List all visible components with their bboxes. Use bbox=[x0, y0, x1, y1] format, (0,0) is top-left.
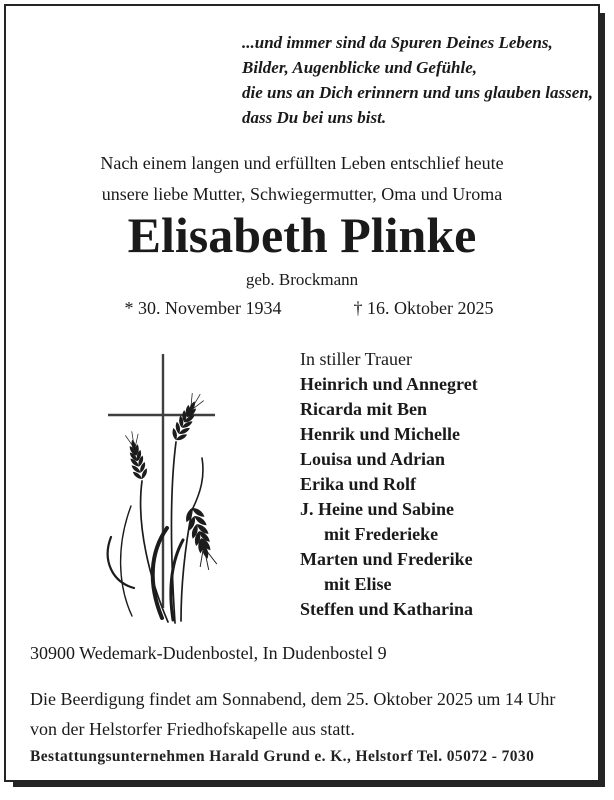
mourner-name: Henrik und Michelle bbox=[300, 424, 461, 444]
funeral-line-2: von der Helstorfer Friedhofskapelle aus statt. bbox=[30, 719, 355, 739]
mourner-name: J. Heine und Sabine bbox=[300, 499, 455, 519]
maiden-name: geb. Brockmann bbox=[245, 270, 359, 289]
mourners-block bbox=[300, 347, 478, 622]
death-date: † 16. Oktober 2025 bbox=[353, 298, 494, 318]
birth-date: * 30. November 1934 bbox=[124, 298, 282, 318]
undertaker-line: Bestattungsunternehmen Harald Grund e. K., Helstorf Tel. 05072 - 7030 bbox=[30, 748, 535, 765]
mourner-name: Heinrich und Annegret bbox=[300, 374, 478, 394]
intro-line-2: unsere liebe Mutter, Schwiegermutter, Oma und Uroma bbox=[101, 184, 503, 204]
cross-wheat-icon bbox=[74, 334, 280, 626]
epigraph-line: ...und immer sind da Spuren Deines Lebens, bbox=[242, 33, 553, 52]
mourners-list bbox=[300, 372, 478, 622]
notice-frame bbox=[4, 4, 600, 782]
address-line: 30900 Wedemark-Dudenbostel, In Dudenbostel 9 bbox=[30, 643, 387, 663]
epigraph-line: Bilder, Augenblicke und Gefühle, bbox=[242, 58, 478, 77]
mourner-name: Louisa und Adrian bbox=[300, 449, 446, 469]
mourner-name: Ricarda mit Ben bbox=[300, 399, 427, 419]
epigraph-line: dass Du bei uns bist. bbox=[242, 108, 387, 127]
mourner-name: Marten und Frederike bbox=[300, 549, 473, 569]
mourners-header: In stiller Trauer bbox=[300, 349, 412, 369]
funeral-info bbox=[30, 684, 555, 744]
deceased-name: Elisabeth Plinke bbox=[127, 207, 477, 263]
funeral-line-1: Die Beerdigung findet am Sonnabend, dem 25. Oktober 2025 um 14 Uhr bbox=[30, 689, 556, 709]
epigraph-line: die uns an Dich erinnern und uns glauben lassen, bbox=[242, 83, 593, 102]
epigraph bbox=[242, 30, 593, 130]
life-dates bbox=[6, 298, 598, 319]
mourner-name: mit Elise bbox=[324, 574, 392, 594]
mourner-name: Steffen und Katharina bbox=[300, 599, 474, 619]
cross-lines bbox=[108, 354, 215, 608]
mourner-name: mit Frederieke bbox=[324, 524, 439, 544]
mourner-name: Erika und Rolf bbox=[300, 474, 417, 494]
intro-line-1: Nach einem langen und erfüllten Leben entschlief heute bbox=[100, 153, 504, 173]
intro-text bbox=[6, 148, 598, 210]
